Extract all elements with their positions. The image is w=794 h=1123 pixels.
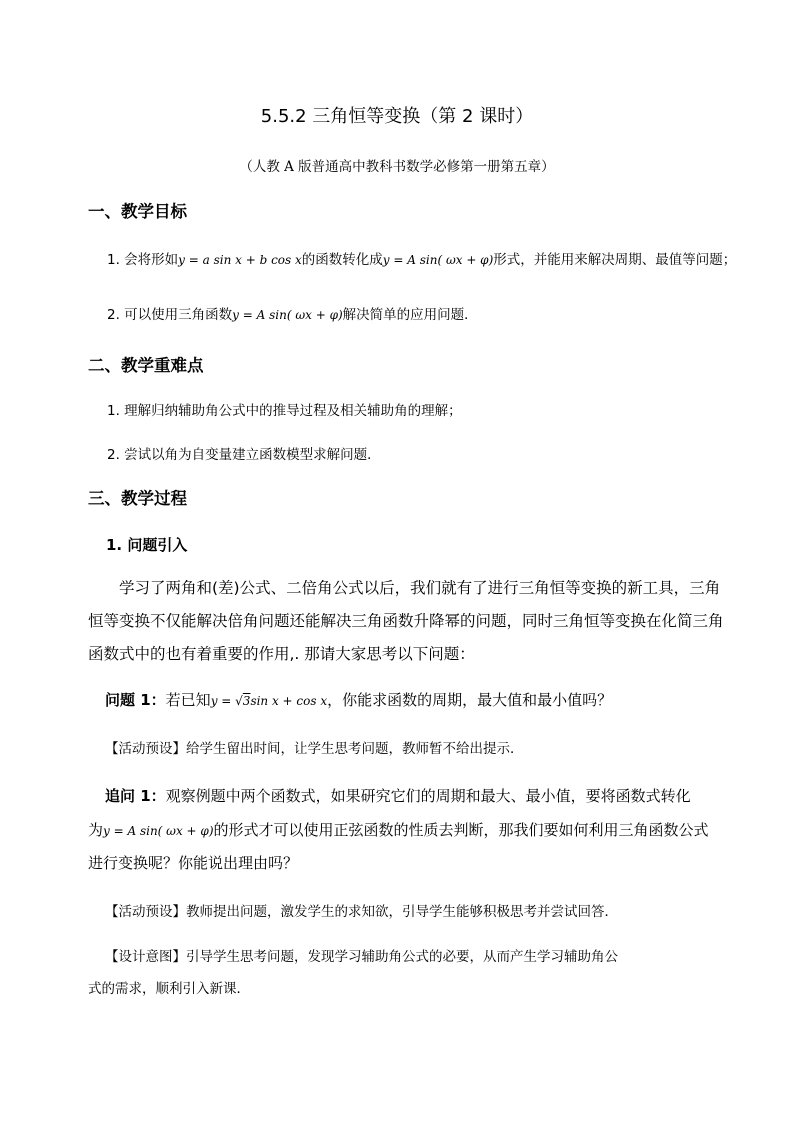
followup-1-label: 追问 1： [105,787,166,805]
followup-1-line-2-suffix: 的形式才可以使用正弦函数的性质去判断，那我们要如何利用三角函数公式 [213,821,709,839]
followup-1-line-2-prefix: 为 [88,821,104,839]
section-heading-process: 三、教学过程 [88,489,187,508]
page-title: 5.5.2 三角恒等变换（第 2 课时） [260,106,534,127]
intro-paragraph [88,572,724,671]
subsection-heading-intro: 1. 问题引入 [106,536,188,554]
objective-1-formula-a: y = a sin x + b cos x [178,253,302,267]
page-subtitle: （人教 A 版普通高中教科书数学必修第一册第五章） [239,159,555,175]
question-1-formula-root: 3 [242,694,251,708]
keypoint-item-2: 2. 尝试以角为自变量建立函数模型求解问题． [107,447,381,463]
followup-1-line-3: 进行变换呢？你能说出理由吗？ [88,854,299,872]
followup-1-text: 观察例题中两个函数式，如果研究它们的周期和最大、最小值，要将函数式转化 [165,787,691,805]
activity-note-2: 【活动预设】教师提出问题，激发学生的求知欲，引导学生能够积极思考并尝试回答． [105,904,618,920]
question-1-label: 问题 1： [105,691,166,709]
followup-1-line-1 [105,785,691,807]
question-1 [105,689,612,712]
objective-2-formula: y = A sin( ωx + φ) [232,308,343,322]
objective-1-mid: 的函数转化成 [301,252,383,268]
design-intent-line-1: 【设计意图】引导学生思考问题，发现学习辅助角公式的必要，从而产生学习辅助角公 [105,949,618,965]
question-1-formula-b: sin x + cos x [250,694,328,708]
objective-item-2 [107,305,478,325]
objective-1-prefix: 1. 会将形如 [107,252,179,268]
section-heading-objectives: 一、教学目标 [88,202,187,221]
activity-note-1: 【活动预设】给学生留出时间，让学生思考问题，教师暂不给出提示． [105,741,524,757]
objective-2-prefix: 2. 可以使用三角函数 [107,307,233,323]
objective-1-formula-b: y = A sin( ωx + φ) [382,253,494,267]
followup-1-formula: y = A sin( ωx + φ) [103,824,214,838]
question-1-formula-a: y = √ [210,694,243,708]
objective-item-1 [107,250,736,270]
objective-2-suffix: 解决简单的应用问题． [342,307,478,323]
followup-1-line-2 [88,819,709,842]
question-1-suffix: ，你能求函数的周期，最大值和最小值吗？ [327,691,613,709]
section-heading-keypoints: 二、教学重难点 [88,356,204,375]
objective-1-suffix: 形式，并能用来解决周期、最值等问题； [493,252,737,268]
intro-text: 学习了两角和(差)公式、二倍角公式以后，我们就有了进行三角恒等变换的新工具，三角恒等变换不仅能解决倍角问题还能解决三角函数升降幂的问题，同时三角恒等变换在化简三角函数式中的也有着重要的作用,. 那请大家思考以下问题： [88,579,724,663]
design-intent-line-2: 式的需求，顺利引入新课． [88,981,250,997]
question-1-prefix: 若已知 [165,691,211,709]
keypoint-item-1: 1. 理解归纳辅助角公式中的推导过程及相关辅助角的理解； [107,403,462,419]
